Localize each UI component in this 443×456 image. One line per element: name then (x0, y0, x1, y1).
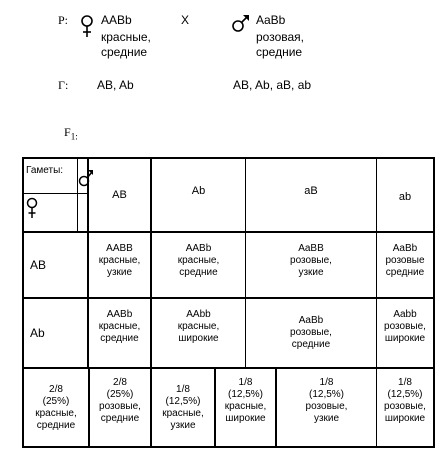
female-symbol-icon (80, 14, 94, 38)
col-header-aB: aB (304, 185, 318, 197)
table-border-bottom (22, 446, 435, 448)
corner-divider-h (22, 193, 89, 194)
summary-cell: 1/8 (12,5%) розовые, узкие (305, 377, 348, 424)
punnett-cell: AaBB розовые, узкие (290, 243, 332, 278)
gametes-label: Г: (58, 78, 69, 92)
parents-label: P: (58, 13, 69, 27)
male-genotype: AaBb (256, 13, 286, 27)
row-header-AB: AB (30, 258, 47, 272)
f1-label (64, 125, 78, 143)
male-trait-color: розовая, (256, 30, 304, 44)
f1-letter: F (64, 125, 71, 139)
female-trait-shape: средние (101, 45, 148, 59)
col-header-Ab: Ab (191, 185, 206, 197)
col-header-AB: AB (112, 189, 127, 201)
female-genotype: AABb (101, 13, 132, 27)
male-trait-shape: средние (256, 45, 303, 59)
cross-sign: X (181, 13, 190, 27)
punnett-cell: Aabb розовые, широкие (384, 309, 426, 344)
col-header-ab: ab (398, 191, 412, 203)
f1-subscript: 1: (70, 131, 78, 142)
punnett-cell: AABb красные, средние (98, 309, 141, 344)
summary-cell: 1/8 (12,5%) розовые, широкие (384, 377, 426, 424)
punnett-cell: AABb красные, средние (177, 243, 220, 278)
male-gametes: AB, Ab, aB, ab (233, 78, 312, 92)
punnett-cell: AAbb красные, широкие (177, 309, 220, 344)
table-border-right (433, 157, 435, 448)
female-trait-color: красные, (101, 30, 151, 44)
punnett-cell: AABB красные, узкие (98, 243, 141, 278)
summary-cell: 1/8 (12,5%) красные, узкие (162, 383, 204, 431)
summary-cell: 1/8 (12,5%) красные, широкие (224, 377, 267, 424)
corner-gametes-label: Гаметы: (26, 165, 64, 176)
table-female-symbol-icon (26, 197, 38, 219)
summary-cell: 2/8 (25%) красные, средние (35, 383, 77, 431)
punnett-cell: AaBb розовые, средние (290, 315, 332, 350)
male-symbol-icon (232, 13, 250, 33)
female-gametes: AB, Ab (97, 78, 134, 92)
punnett-cell: AaBb розовые средние (385, 243, 425, 278)
summary-cell: 2/8 (25%) розовые, средние (99, 377, 141, 424)
row-header-Ab: Ab (30, 326, 45, 340)
